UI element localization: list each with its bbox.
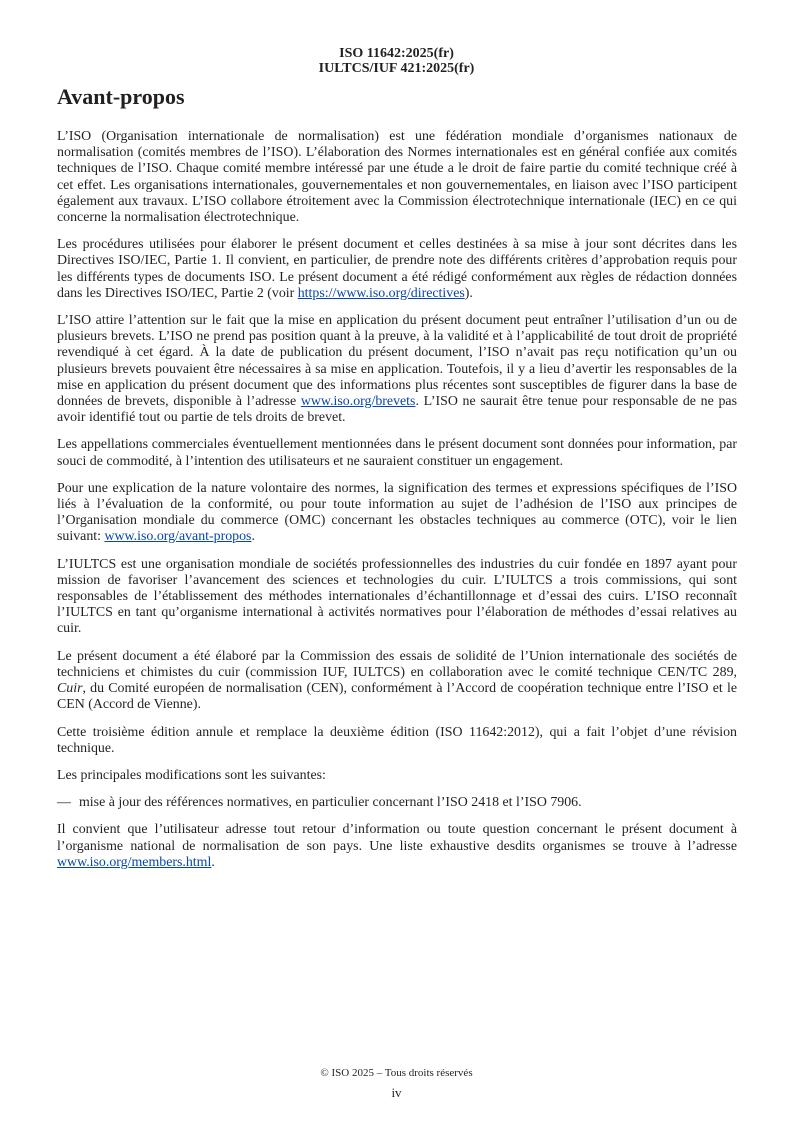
- iultcs-number: IULTCS/IUF 421:2025(fr): [318, 61, 475, 76]
- paragraph-trade-names: Les appellations commerciales éventuellement mentionnées dans le présent document sont données pour information, par souci de commodité, à l’intention des utilisateurs et ne sauraient constituer un engagement.: [57, 437, 737, 469]
- text: . L’ISO ne saurait être tenue pour responsable de ne pas avoir identifié tout ou partie de tels droits de brevet.: [57, 394, 737, 426]
- list-item: [57, 795, 737, 811]
- text: .: [251, 529, 255, 545]
- directives-link[interactable]: https://www.iso.org/directives: [297, 285, 465, 301]
- text: , du Comité européen de normalisation (CEN), conformément à l’Accord de coopération technique entre l’ISO et le CEN (Accord de Vienne).: [57, 681, 737, 713]
- paragraph-voluntary: [57, 481, 737, 546]
- paragraph-procedures: [57, 237, 737, 302]
- paragraph-prepared-by: [57, 649, 737, 714]
- copyright-footer: © ISO 2025 – Tous droits réservés: [320, 1067, 473, 1079]
- dash-bullet: —: [57, 795, 71, 811]
- paragraph-feedback: [57, 822, 737, 871]
- paragraph-edition: Cette troisième édition annule et remplace la deuxième édition (ISO 11642:2012), qui a fait l’objet d’une révision technique.: [57, 724, 737, 756]
- text: ).: [464, 285, 473, 301]
- paragraph-iultcs: L’IULTCS est une organisation mondiale de sociétés professionnelles des industries du cuir fondée en 1897 ayant pour mission de favoriser l’avancement des sciences et technologies du cuir. L’IULTCS a trois commissions, qui sont responsables de l’établissement des méthodes internationales d’échantillonnage et d’essai des cuirs. L’ISO reconnaît l’IULTCS en tant qu’organisme international à activités normatives pour l’élaboration de méthodes d’essai relatives au cuir.: [57, 556, 737, 637]
- page-title: Avant-propos: [57, 84, 185, 109]
- list-item-text: mise à jour des références normatives, en particulier concernant l’ISO 2418 et l’ISO 7906.: [79, 795, 582, 811]
- text: Le présent document a été élaboré par la Commission des essais de solidité de l’Union internationale des sociétés de techniciens et chimistes du cuir (commission IUF, IULTCS) en collaboration avec le comité technique CEN/TC 289,: [57, 648, 737, 680]
- italic-cuir: Cuir: [57, 681, 83, 697]
- members-link[interactable]: www.iso.org/members.html: [57, 854, 212, 870]
- paragraph-iso: L’ISO (Organisation internationale de normalisation) est une fédération mondiale d’organismes nationaux de normalisation (comités membres de l’ISO). L’élaboration des Normes internationales est en général confiée aux comités techniques de l’ISO. Chaque comité membre intéressé par une étude a le droit de faire partie du comité technique créé à cet effet. Les organisations internationales, gouvernementales et non gouvernementales, en liaison avec l’ISO participent également aux travaux. L’ISO collabore étroitement avec la Commission électrotechnique internationale (IEC) en ce qui concerne la normalisation électrotechnique.: [57, 129, 737, 226]
- text: .: [211, 854, 215, 870]
- avant-propos-link[interactable]: www.iso.org/avant-propos: [104, 529, 252, 545]
- paragraph-patents: [57, 313, 737, 426]
- document-header: [0, 46, 793, 76]
- text: L’ISO attire l’attention sur le fait que la mise en application du présent document peut entraîner l’utilisation d’un ou de plusieurs brevets. L’ISO ne prend pas position quant à la preuve, à la validité et à l’applicabilité de tout droit de propriété revendiqué à cet égard. À la date de publication du présent document, l’ISO n’avait pas reçu notification qu’un ou plusieurs brevets pouvaient être nécessaires à sa mise en application. Toutefois, il y a lieu d’avertir les responsables de la mise en application du présent document que des informations plus récentes sont susceptibles de figurer dans la base de données de brevets, disponible à l’adresse: [57, 313, 737, 410]
- standard-number: ISO 11642:2025(fr): [339, 46, 454, 61]
- paragraph-changes-intro: Les principales modifications sont les suivantes:: [57, 767, 326, 783]
- brevets-link[interactable]: www.iso.org/brevets: [300, 394, 416, 410]
- text: Il convient que l’utilisateur adresse tout retour d’information ou toute question concernant le présent document à l’organisme national de normalisation de son pays. Une liste exhaustive desdits organismes se trouve à l’adresse: [57, 822, 737, 854]
- text: Les procédures utilisées pour élaborer le présent document et celles destinées à sa mise à jour sont décrites dans les Directives ISO/IEC, Partie 1. Il convient, en particulier, de prendre note des différents critères d’approbation requis pour les différents types de documents ISO. Le présent document a été rédigé conformément aux règles de rédaction données dans les Directives ISO/IEC, Partie 2 (voir: [57, 237, 737, 301]
- document-body: [57, 129, 737, 882]
- text: Pour une explication de la nature volontaire des normes, la signification des termes et expressions spécifiques de l’ISO liés à l’évaluation de la conformité, ou pour toute information au sujet de l’adhésion de l’ISO aux principes de l’Organisation mondiale du commerce (OMC) concernant les obstacles techniques au commerce (OTC), voir le lien suivant:: [57, 480, 737, 545]
- page-number: iv: [391, 1085, 402, 1100]
